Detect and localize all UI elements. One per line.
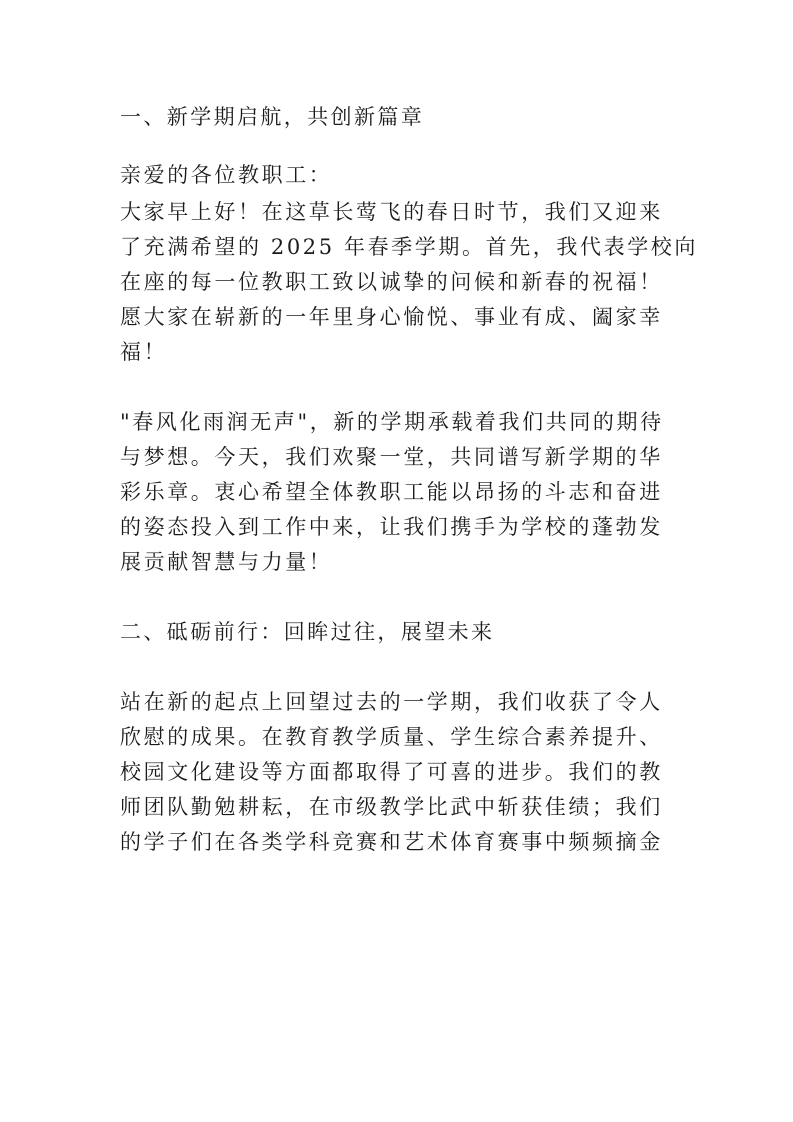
paragraph-line: 校园文化建设等方面都取得了可喜的进步。我们的教 [120,760,663,784]
paragraph-line: 福！ [120,340,168,364]
paragraph-line: 师团队勤勉耕耘，在市级教学比武中斩获佳绩；我们 [120,795,663,819]
section-heading-2: 二、砥砺前行：回眸过往，展望未来 [120,620,495,644]
paragraph-line: 大家早上好！在这草长莺飞的春日时节，我们又迎来 [120,200,663,224]
paragraph-line: 的姿态投入到工作中来，让我们携手为学校的蓬勃发 [120,515,663,539]
paragraph-line: 彩乐章。衷心希望全体教职工能以昂扬的斗志和奋进 [120,480,663,504]
paragraph-line: 在座的每一位教职工致以诚挚的问候和新春的祝福！ [120,270,663,294]
paragraph-line: 的学子们在各类学科竞赛和艺术体育赛事中频频摘金 [120,830,663,854]
paragraph-line: 欣慰的成果。在教育教学质量、学生综合素养提升、 [120,725,663,749]
paragraph-line: 愿大家在崭新的一年里身心愉悦、事业有成、阖家幸 [120,305,663,329]
paragraph-line: 展贡献智慧与力量！ [120,550,333,574]
paragraph-line: 与梦想。今天，我们欢聚一堂，共同谱写新学期的华 [120,445,663,469]
greeting-line: 亲爱的各位教职工： [120,163,333,187]
paragraph-line: 了充满希望的 2025 年春季学期。首先，我代表学校向 [120,235,698,259]
paragraph-line: 站在新的起点上回望过去的一学期，我们收获了令人 [120,690,663,714]
paragraph-line: "春风化雨润无声"，新的学期承载着我们共同的期待 [120,410,664,434]
section-heading-1: 一、新学期启航，共创新篇章 [120,105,425,129]
